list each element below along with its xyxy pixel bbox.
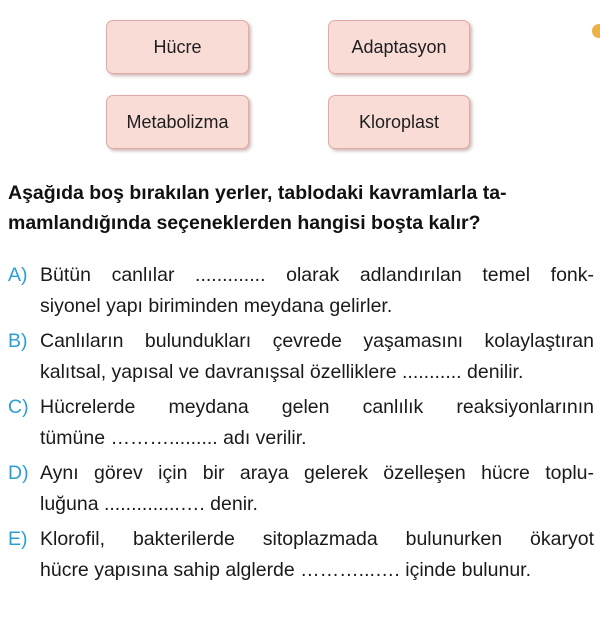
option-letter: C) bbox=[8, 396, 29, 418]
option-text-line-1: Klorofil, bakterilerde sitoplazmada bulunurken ökaryot bbox=[40, 528, 594, 550]
option-text-line-2: tümüne ………......... adı verilir. bbox=[40, 427, 307, 449]
option-a[interactable] bbox=[8, 260, 594, 322]
term-box-adaptasyon bbox=[328, 20, 470, 74]
option-text-line-1: Aynı görev için bir araya gelerek özelleşen hücre toplu- bbox=[40, 462, 594, 484]
option-text-line-1: Hücrelerde meydana gelen canlılık reaksiyonlarının bbox=[40, 396, 594, 418]
option-text-line-2: kalıtsal, yapısal ve davranışsal özelliklere ........... denilir. bbox=[40, 361, 524, 383]
question-stem bbox=[8, 178, 594, 238]
option-text-line-2: luğuna ..............…. denir. bbox=[40, 493, 258, 515]
term-label: Kloroplast bbox=[358, 111, 440, 132]
option-text-line-1: Canlıların bulundukları çevrede yaşamasını kolaylaştıran bbox=[40, 330, 594, 352]
option-text-line-2: hücre yapısına sahip alglerde ………...…. içinde bulunur. bbox=[40, 559, 532, 581]
term-label: Adaptasyon bbox=[351, 36, 447, 57]
option-letter: A) bbox=[8, 264, 28, 286]
option-b[interactable] bbox=[8, 326, 594, 388]
option-c[interactable] bbox=[8, 392, 594, 454]
question-line-2: mamlandığında seçeneklerden hangisi boşta kalır? bbox=[8, 212, 481, 234]
term-box-hucre bbox=[106, 20, 249, 74]
option-letter: D) bbox=[8, 462, 29, 484]
term-box-metabolizma bbox=[106, 95, 249, 149]
question-line-1: Aşağıda boş bırakılan yerler, tablodaki kavramlarla ta- bbox=[8, 182, 507, 204]
option-d[interactable] bbox=[8, 458, 594, 520]
option-text-line-1: Bütün canlılar ............. olarak adlandırılan temel fonk- bbox=[40, 264, 594, 286]
term-box-kloroplast bbox=[328, 95, 470, 149]
option-e[interactable] bbox=[8, 524, 594, 586]
term-label: Metabolizma bbox=[126, 111, 229, 132]
answer-options bbox=[8, 260, 594, 590]
option-letter: E) bbox=[8, 528, 28, 550]
corner-accent-dot bbox=[592, 24, 600, 38]
option-letter: B) bbox=[8, 330, 28, 352]
term-label: Hücre bbox=[153, 36, 202, 57]
option-text-line-2: siyonel yapı biriminden meydana gelirler. bbox=[40, 295, 393, 317]
